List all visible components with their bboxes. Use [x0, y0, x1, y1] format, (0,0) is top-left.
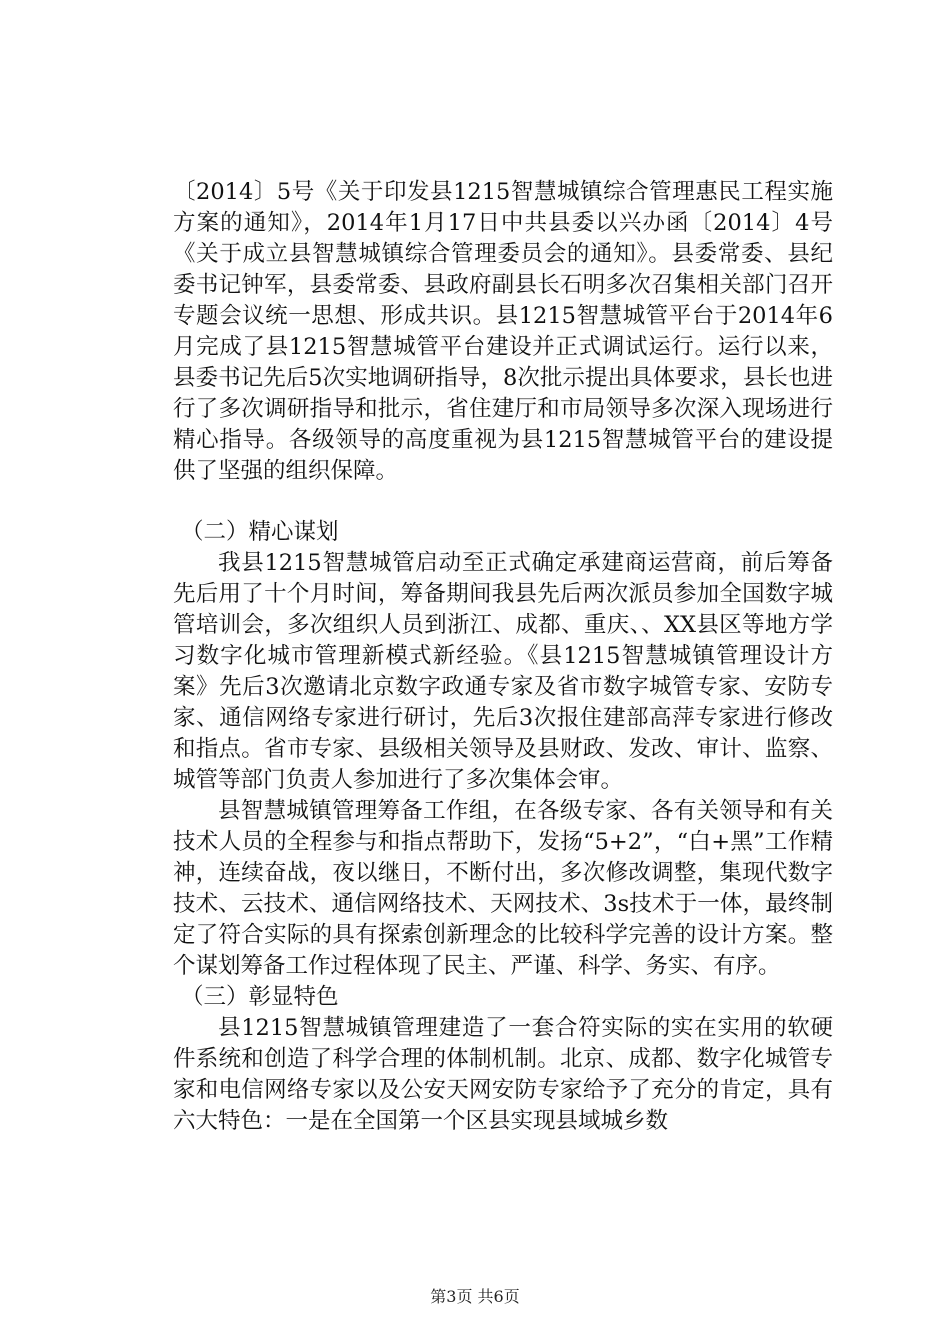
- paragraph-planning-workgroup: 县智慧城镇管理筹备工作组，在各级专家、各有关领导和有关技术人员的全程参与和指点帮助下，发扬“5+2”，“白+黑”工作精神，连续奋战，夜以继日，不断付出，多次修改调整，集现代数字技术、云技术、通信网络技术、天网技术、3s技术于一体，最终制定了符合实际的具有探索创新理念的比较科学完善的设计方案。整个谋划筹备工作过程体现了民主、严谨、科学、务实、有序。: [173, 798, 833, 979]
- paragraph-planning-preparation: 我县1215智慧城管启动至正式确定承建商运营商，前后筹备先后用了十个月时间，筹备期间我县先后两次派员参加全国数字城管培训会，多次组织人员到浙江、成都、重庆、、XX县区等地方学习数字化城市管理新模式新经验。《县1215智慧城镇管理设计方案》先后3次邀请北京数字政通专家及省市数字城管专家、安防专家、通信网络专家进行研讨，先后3次报住建部高萍专家进行修改和指点。省市专家、县级相关领导及县财政、发改、审计、监察、城管等部门负责人参加进行了多次集体会审。: [173, 550, 833, 793]
- section-heading-features: （三）彰显特色: [181, 984, 339, 1010]
- paragraph-features: 县1215智慧城镇管理建造了一套合符实际的实在实用的软硬件系统和创造了科学合理的体制机制。北京、成都、数字化城管专家和电信网络专家以及公安天网安防专家给予了充分的肯定，具有六大特色：一是在全国第一个区县实现县域城乡数: [173, 1015, 833, 1134]
- section-heading-planning: （二）精心谋划: [181, 519, 339, 545]
- document-body: [173, 177, 833, 1137]
- page-number-footer: 第3页 共6页: [430, 1287, 520, 1306]
- paragraph-leadership-support: 〔2014〕5号《关于印发县1215智慧城镇综合管理惠民工程实施方案的通知》，2014年1月17日中共县委以兴办函〔2014〕4号《关于成立县智慧城镇综合管理委员会的通知》。县委常委、县纪委书记钟军，县委常委、县政府副县长石明多次召集相关部门召开专题会议统一思想、形成共识。县1215智慧城管平台于2014年6月完成了县1215智慧城管平台建设并正式调试运行。运行以来，县委书记先后5次实地调研指导，8次批示提出具体要求，县长也进行了多次调研指导和批示，省住建厅和市局领导多次深入现场进行精心指导。各级领导的高度重视为县1215智慧城管平台的建设提供了坚强的组织保障。: [173, 179, 833, 484]
